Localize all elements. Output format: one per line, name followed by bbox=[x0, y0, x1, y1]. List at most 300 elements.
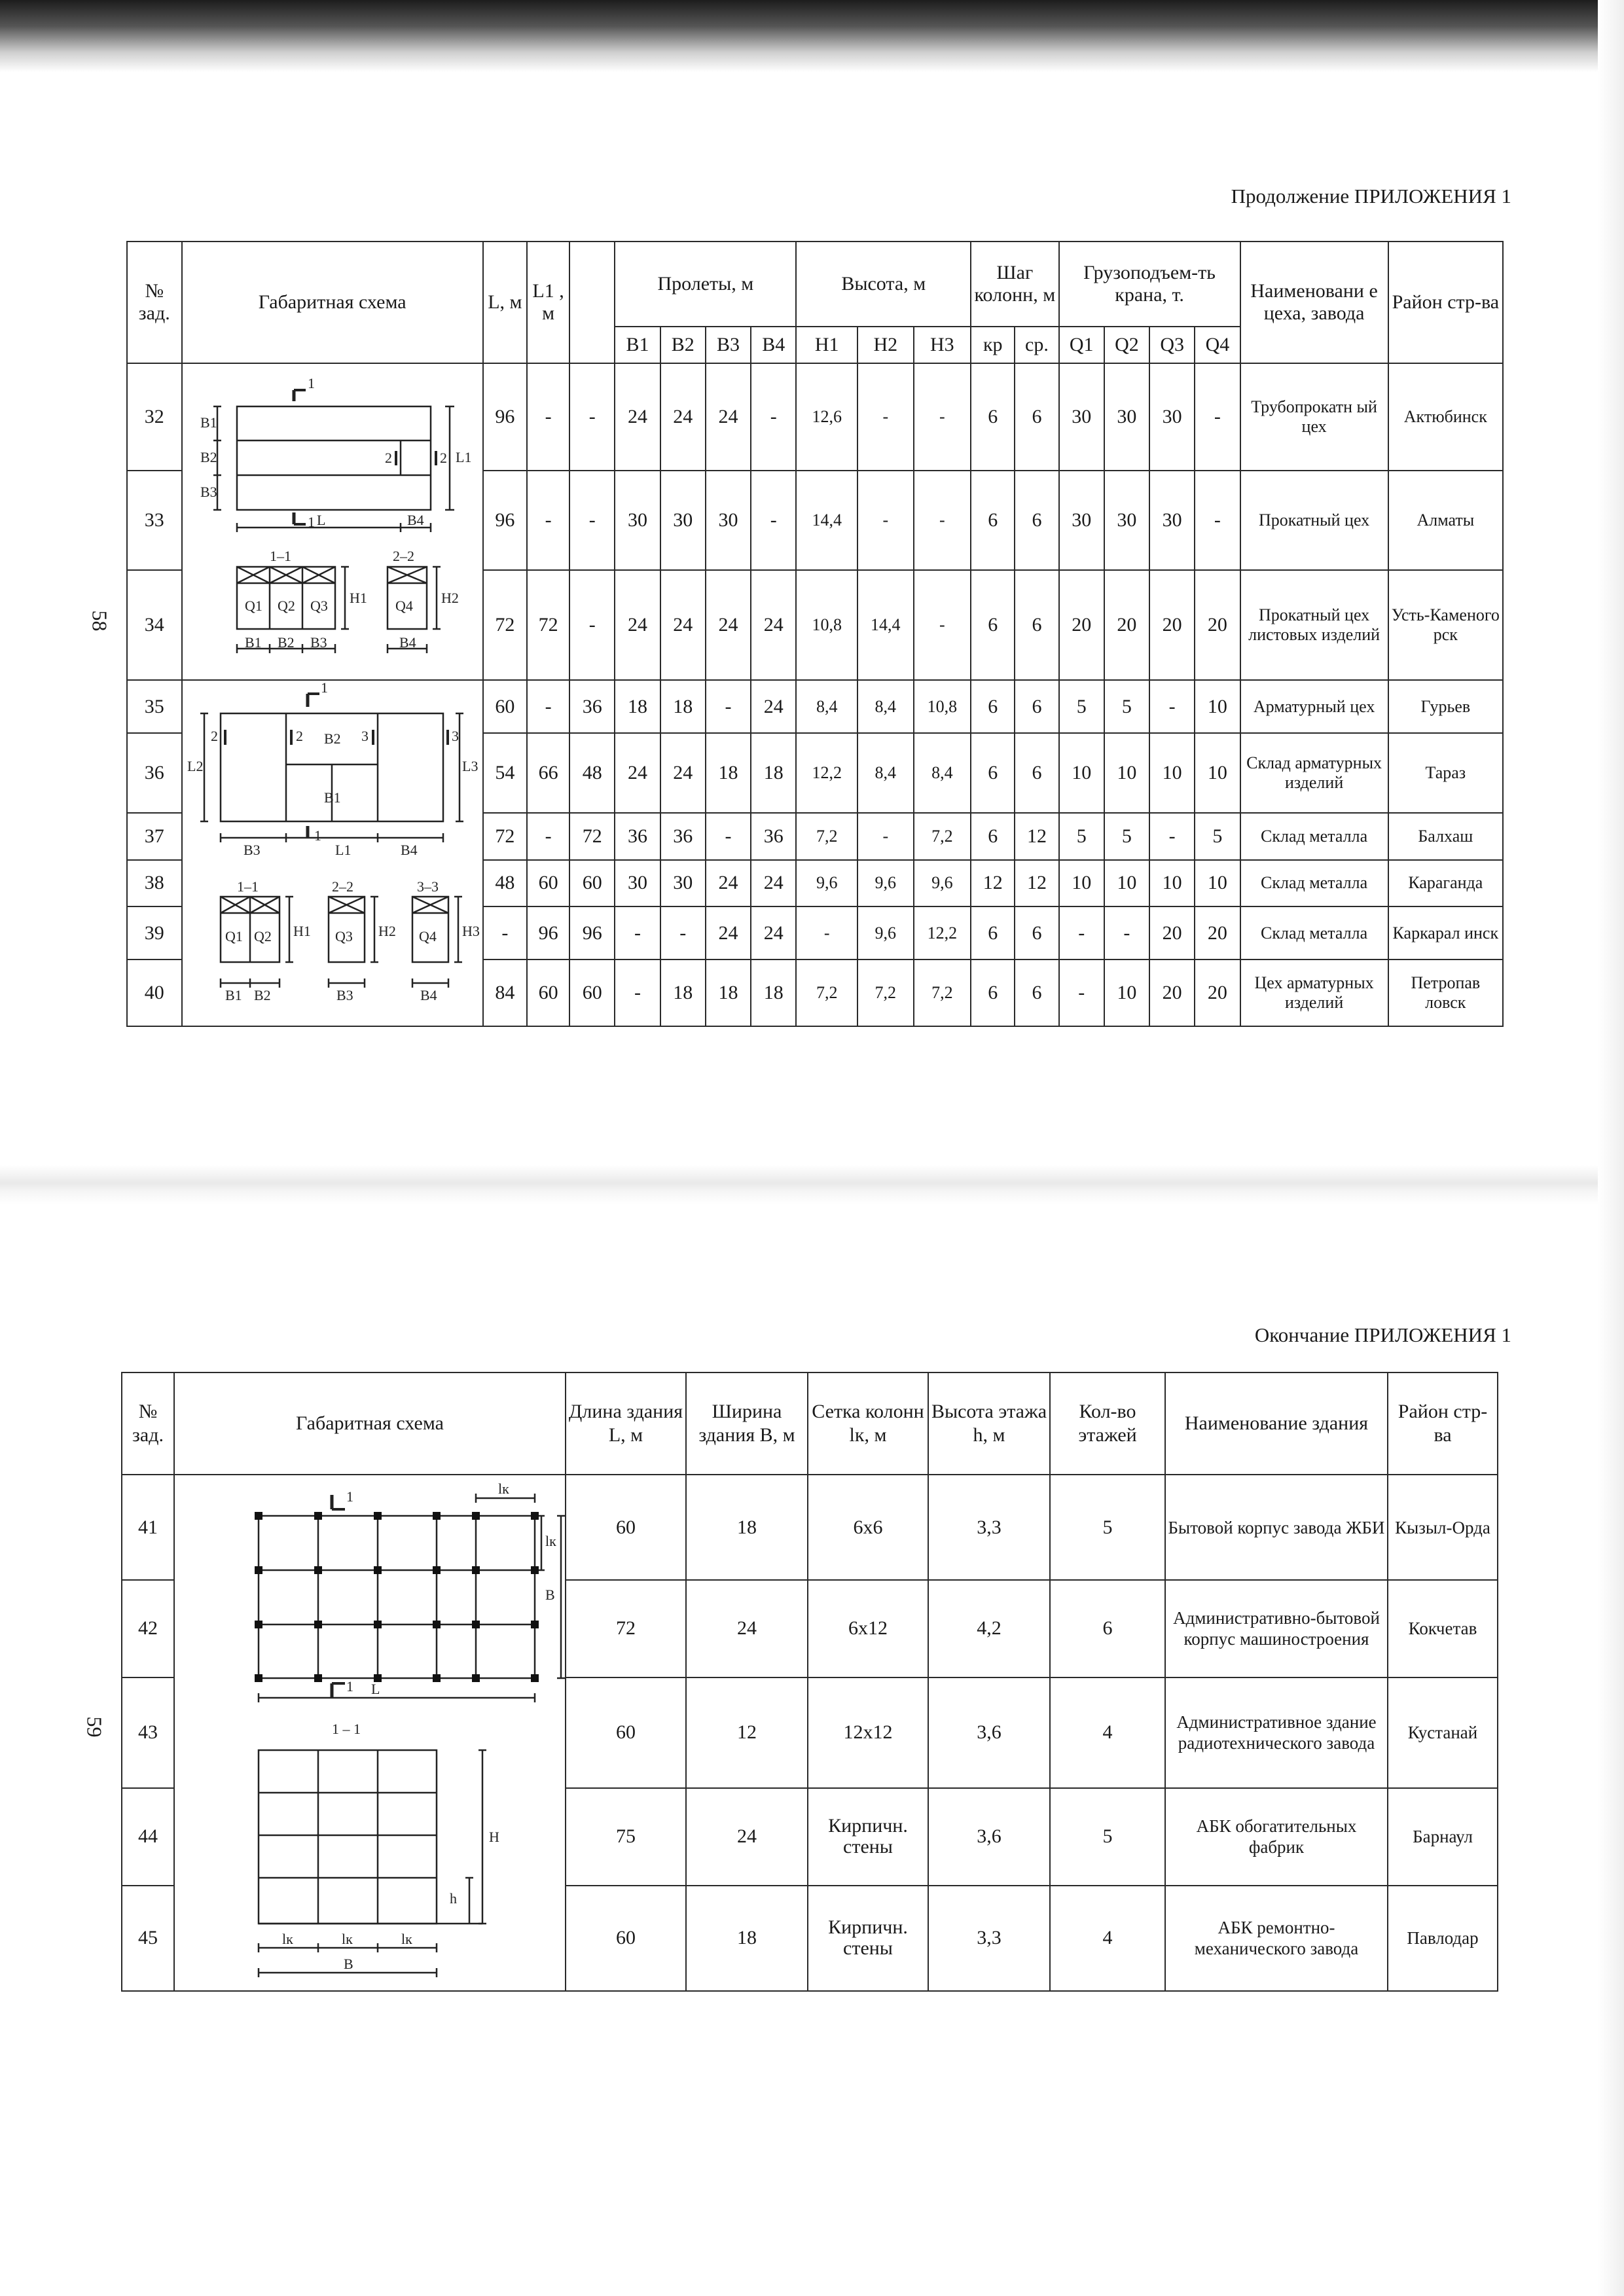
dim-label: B1 bbox=[244, 634, 262, 651]
cell-h1: 12,2 bbox=[796, 733, 857, 813]
cell-b3: 24 bbox=[706, 363, 751, 471]
height-label: H2 bbox=[378, 923, 396, 939]
cell-region: Барнаул bbox=[1388, 1788, 1498, 1886]
cell-q4: 10 bbox=[1195, 680, 1240, 733]
cell-q2: 30 bbox=[1104, 471, 1149, 570]
cell-b1: 24 bbox=[615, 733, 660, 813]
cell-q3: - bbox=[1149, 680, 1195, 733]
scan-shadow-right bbox=[1598, 0, 1624, 2296]
dim-label: L bbox=[316, 511, 326, 528]
dim-label: B1 bbox=[225, 987, 242, 1003]
col-header-q4: Q4 bbox=[1195, 327, 1240, 363]
cell-name: Цех арматурных изделий bbox=[1240, 960, 1388, 1026]
dim-label: B bbox=[545, 1587, 555, 1603]
cell-name: Прокатный цех листовых изделий bbox=[1240, 570, 1388, 680]
cell-q2: 5 bbox=[1104, 680, 1149, 733]
dim-label: B4 bbox=[406, 511, 424, 528]
cell-num: 42 bbox=[122, 1580, 174, 1677]
cell-grid: Кирпичн. стены bbox=[808, 1886, 928, 1991]
cell-h3: 7,2 bbox=[914, 813, 971, 859]
cell-q1: 10 bbox=[1059, 860, 1104, 906]
cell-kr: 6 bbox=[971, 906, 1015, 960]
schema-b-drawing bbox=[185, 681, 480, 1021]
cell-num: 39 bbox=[127, 906, 182, 960]
page-bottom-caption: Окончание ПРИЛОЖЕНИЯ 1 bbox=[1254, 1323, 1511, 1346]
table-row bbox=[127, 680, 1503, 733]
cell-L: - bbox=[483, 906, 527, 960]
cell-name: Прокатный цех bbox=[1240, 471, 1388, 570]
cell-b2: 18 bbox=[660, 960, 706, 1026]
cell-name: Трубопрокатн ый цех bbox=[1240, 363, 1388, 471]
cell-q1: 10 bbox=[1059, 733, 1104, 813]
cell-num: 43 bbox=[122, 1677, 174, 1788]
cell-L1: - bbox=[527, 363, 569, 471]
cell-b3: 24 bbox=[706, 570, 751, 680]
cell-h2: - bbox=[857, 363, 914, 471]
cell-floor-height: 3,6 bbox=[928, 1677, 1050, 1788]
cell-h3: 12,2 bbox=[914, 906, 971, 960]
cell-c3: 96 bbox=[569, 906, 615, 960]
cell-sr: 6 bbox=[1015, 570, 1058, 680]
cell-L: 54 bbox=[483, 733, 527, 813]
col-header-region: Район стр-ва bbox=[1388, 1372, 1498, 1475]
cell-b3: 30 bbox=[706, 471, 751, 570]
cut-label: 1 bbox=[314, 827, 321, 844]
cell-b4: - bbox=[751, 363, 796, 471]
cell-floors: 4 bbox=[1050, 1886, 1165, 1991]
col-header-crane: Грузоподъем-ть крана, т. bbox=[1059, 242, 1240, 327]
col-header-L: L, м bbox=[483, 242, 527, 363]
cell-length: 72 bbox=[566, 1580, 686, 1677]
cell-b2: 30 bbox=[660, 860, 706, 906]
cell-b2: 24 bbox=[660, 733, 706, 813]
cell-num: 41 bbox=[122, 1475, 174, 1580]
cell-q2: 5 bbox=[1104, 813, 1149, 859]
col-header-blank bbox=[569, 242, 615, 363]
page-top-number: 58 bbox=[88, 610, 112, 632]
col-header-num: № зад. bbox=[127, 242, 182, 363]
section-label: 1 – 1 bbox=[332, 1721, 361, 1737]
cell-q3: 20 bbox=[1149, 960, 1195, 1026]
cell-c3: - bbox=[569, 363, 615, 471]
cell-b3: 18 bbox=[706, 733, 751, 813]
cut-label: 2 bbox=[210, 728, 218, 744]
cell-name: Склад металла bbox=[1240, 860, 1388, 906]
cell-q4: 20 bbox=[1195, 570, 1240, 680]
col-header-floors: Кол-во этажей bbox=[1050, 1372, 1165, 1475]
cell-h3: 10,8 bbox=[914, 680, 971, 733]
cell-floor-height: 3,3 bbox=[928, 1886, 1050, 1991]
cell-region: Актюбинск bbox=[1388, 363, 1503, 471]
cell-grid: 6х12 bbox=[808, 1580, 928, 1677]
cell-q1: - bbox=[1059, 960, 1104, 1026]
cell-L: 60 bbox=[483, 680, 527, 733]
cell-num: 32 bbox=[127, 363, 182, 471]
cell-q2: - bbox=[1104, 906, 1149, 960]
cell-L: 96 bbox=[483, 471, 527, 570]
cell-grid: 6х6 bbox=[808, 1475, 928, 1580]
cell-region: Тараз bbox=[1388, 733, 1503, 813]
cell-name: Склад металла bbox=[1240, 813, 1388, 859]
col-header-heights: Высота, м bbox=[796, 242, 971, 327]
cell-h3: 7,2 bbox=[914, 960, 971, 1026]
cell-h2: - bbox=[857, 471, 914, 570]
cell-q3: 10 bbox=[1149, 733, 1195, 813]
cell-L1: 96 bbox=[527, 906, 569, 960]
cell-width: 18 bbox=[686, 1886, 808, 1991]
dim-label: L1 bbox=[334, 842, 352, 858]
col-header-name: Наименование здания bbox=[1165, 1372, 1388, 1475]
cell-q4: 20 bbox=[1195, 906, 1240, 960]
cell-h1: 9,6 bbox=[796, 860, 857, 906]
cell-h2: 9,6 bbox=[857, 906, 914, 960]
cell-q3: 30 bbox=[1149, 363, 1195, 471]
cell-floor-height: 3,6 bbox=[928, 1788, 1050, 1886]
cell-sr: 12 bbox=[1015, 813, 1058, 859]
cell-h1: 7,2 bbox=[796, 960, 857, 1026]
cell-floors: 6 bbox=[1050, 1580, 1165, 1677]
dim-label: lк bbox=[545, 1533, 556, 1549]
cell-name: Административно-бытовой корпус машиностроения bbox=[1165, 1580, 1388, 1677]
cell-region: Кокчетав bbox=[1388, 1580, 1498, 1677]
col-header-b4: B4 bbox=[751, 327, 796, 363]
cell-name: АБК обогатительных фабрик bbox=[1165, 1788, 1388, 1886]
height-label: H1 bbox=[349, 589, 367, 606]
col-header-width: Ширина здания В, м bbox=[686, 1372, 808, 1475]
cell-q1: 5 bbox=[1059, 680, 1104, 733]
cell-h1: 10,8 bbox=[796, 570, 857, 680]
dim-label: B3 bbox=[336, 987, 353, 1003]
dim-label: lк bbox=[498, 1480, 509, 1497]
cell-q4: 10 bbox=[1195, 860, 1240, 906]
cell-num: 35 bbox=[127, 680, 182, 733]
dim-label: B3 bbox=[200, 483, 217, 500]
cell-grid: 12х12 bbox=[808, 1677, 928, 1788]
cell-b4: - bbox=[751, 471, 796, 570]
cell-q2: 30 bbox=[1104, 363, 1149, 471]
cell-b2: - bbox=[660, 906, 706, 960]
cell-region: Балхаш bbox=[1388, 813, 1503, 859]
cell-b4: 24 bbox=[751, 570, 796, 680]
page-bottom-number: 59 bbox=[82, 1716, 107, 1738]
cell-name: Склад арматурных изделий bbox=[1240, 733, 1388, 813]
cell-q1: 30 bbox=[1059, 363, 1104, 471]
col-header-b2: B2 bbox=[660, 327, 706, 363]
cell-num: 40 bbox=[127, 960, 182, 1026]
schema-b-cell bbox=[182, 680, 483, 1026]
cut-label: 3 bbox=[451, 728, 459, 744]
cell-b4: 24 bbox=[751, 680, 796, 733]
cell-b1: 18 bbox=[615, 680, 660, 733]
load-label: Q3 bbox=[310, 597, 328, 614]
dim-label: L2 bbox=[187, 758, 204, 774]
cell-L: 48 bbox=[483, 860, 527, 906]
cell-region: Гурьев bbox=[1388, 680, 1503, 733]
cell-q4: - bbox=[1195, 471, 1240, 570]
col-header-sr: ср. bbox=[1015, 327, 1058, 363]
cell-c3: 36 bbox=[569, 680, 615, 733]
col-header-spans: Пролеты, м bbox=[615, 242, 796, 327]
cell-b3: 18 bbox=[706, 960, 751, 1026]
cell-region: Каркарал инск bbox=[1388, 906, 1503, 960]
height-label: H bbox=[489, 1829, 499, 1845]
cell-kr: 12 bbox=[971, 860, 1015, 906]
cell-region: Кызыл-Орда bbox=[1388, 1475, 1498, 1580]
cell-c3: 48 bbox=[569, 733, 615, 813]
cell-b4: 24 bbox=[751, 906, 796, 960]
cell-region: Караганда bbox=[1388, 860, 1503, 906]
cell-num: 44 bbox=[122, 1788, 174, 1886]
cell-L1: - bbox=[527, 680, 569, 733]
cell-width: 24 bbox=[686, 1580, 808, 1677]
load-label: Q3 bbox=[334, 928, 353, 944]
cell-h2: - bbox=[857, 813, 914, 859]
cell-name: Склад металла bbox=[1240, 906, 1388, 960]
schema-a-cell bbox=[182, 363, 483, 680]
cell-h3: - bbox=[914, 471, 971, 570]
cell-q4: - bbox=[1195, 363, 1240, 471]
col-header-q2: Q2 bbox=[1104, 327, 1149, 363]
top-table bbox=[126, 241, 1504, 1027]
height-label: H3 bbox=[461, 923, 480, 939]
load-label: Q2 bbox=[277, 597, 295, 614]
cell-kr: 6 bbox=[971, 471, 1015, 570]
cell-kr: 6 bbox=[971, 733, 1015, 813]
cell-q2: 10 bbox=[1104, 960, 1149, 1026]
cell-num: 37 bbox=[127, 813, 182, 859]
cell-h3: - bbox=[914, 363, 971, 471]
cell-b2: 30 bbox=[660, 471, 706, 570]
cell-b3: 24 bbox=[706, 906, 751, 960]
load-label: Q2 bbox=[253, 928, 272, 944]
load-label: Q1 bbox=[244, 597, 262, 614]
cell-width: 12 bbox=[686, 1677, 808, 1788]
bottom-table bbox=[121, 1372, 1498, 1992]
dim-label: lк bbox=[342, 1931, 353, 1947]
dim-label: B1 bbox=[200, 414, 217, 431]
cell-L1: - bbox=[527, 813, 569, 859]
dim-label: B3 bbox=[310, 634, 327, 651]
col-header-region: Район стр-ва bbox=[1388, 242, 1503, 363]
cell-b2: 36 bbox=[660, 813, 706, 859]
cut-label: 2 bbox=[295, 728, 303, 744]
cell-kr: 6 bbox=[971, 960, 1015, 1026]
cell-q3: 10 bbox=[1149, 860, 1195, 906]
cell-name: Бытовой корпус завода ЖБИ bbox=[1165, 1475, 1388, 1580]
col-header-schema: Габаритная схема bbox=[174, 1372, 566, 1475]
col-header-grid: Сетка колонн lк, м bbox=[808, 1372, 928, 1475]
load-label: Q4 bbox=[418, 928, 437, 944]
cell-L1: 60 bbox=[527, 860, 569, 906]
dim-label: B2 bbox=[323, 730, 341, 747]
col-header-L1: L1 , м bbox=[527, 242, 569, 363]
cell-sr: 6 bbox=[1015, 733, 1058, 813]
cell-b3: - bbox=[706, 680, 751, 733]
cell-b1: 24 bbox=[615, 570, 660, 680]
cell-h2: 8,4 bbox=[857, 680, 914, 733]
cell-b4: 18 bbox=[751, 960, 796, 1026]
cell-num: 34 bbox=[127, 570, 182, 680]
cell-L: 84 bbox=[483, 960, 527, 1026]
cell-b4: 36 bbox=[751, 813, 796, 859]
cell-q2: 20 bbox=[1104, 570, 1149, 680]
cell-q3: - bbox=[1149, 813, 1195, 859]
cell-b1: 24 bbox=[615, 363, 660, 471]
height-label: H1 bbox=[293, 923, 311, 939]
cell-b1: 30 bbox=[615, 860, 660, 906]
cell-h2: 14,4 bbox=[857, 570, 914, 680]
cut-label: 3 bbox=[361, 728, 369, 744]
cell-floor-height: 4,2 bbox=[928, 1580, 1050, 1677]
cell-c3: 72 bbox=[569, 813, 615, 859]
col-header-b3: B3 bbox=[706, 327, 751, 363]
cell-sr: 12 bbox=[1015, 860, 1058, 906]
cell-b1: 30 bbox=[615, 471, 660, 570]
cell-L: 96 bbox=[483, 363, 527, 471]
cell-sr: 6 bbox=[1015, 960, 1058, 1026]
cell-q4: 10 bbox=[1195, 733, 1240, 813]
cell-L: 72 bbox=[483, 813, 527, 859]
dim-label: lк bbox=[401, 1931, 412, 1947]
cell-b1: - bbox=[615, 906, 660, 960]
cell-b1: - bbox=[615, 960, 660, 1026]
cell-q4: 20 bbox=[1195, 960, 1240, 1026]
cell-c3: 60 bbox=[569, 860, 615, 906]
cell-h3: 8,4 bbox=[914, 733, 971, 813]
col-header-kr: кр bbox=[971, 327, 1015, 363]
cell-floors: 4 bbox=[1050, 1677, 1165, 1788]
cell-h2: 7,2 bbox=[857, 960, 914, 1026]
height-label: h bbox=[450, 1890, 457, 1907]
section-label: 2–2 bbox=[331, 878, 353, 895]
load-label: Q4 bbox=[395, 597, 413, 614]
cell-c3: - bbox=[569, 570, 615, 680]
dim-label: L1 bbox=[455, 448, 472, 465]
cell-kr: 6 bbox=[971, 363, 1015, 471]
cell-length: 60 bbox=[566, 1677, 686, 1788]
col-header-h1: H1 bbox=[796, 327, 857, 363]
cell-length: 75 bbox=[566, 1788, 686, 1886]
cut-label: 1 bbox=[307, 513, 315, 530]
table-row bbox=[122, 1475, 1498, 1580]
schema-a-drawing bbox=[185, 367, 480, 672]
cell-width: 18 bbox=[686, 1475, 808, 1580]
cell-b3: - bbox=[706, 813, 751, 859]
dim-label: B3 bbox=[243, 842, 261, 858]
cell-region: Усть-Каменого рск bbox=[1388, 570, 1503, 680]
cell-floor-height: 3,3 bbox=[928, 1475, 1050, 1580]
col-header-length: Длина здания L, м bbox=[566, 1372, 686, 1475]
cell-sr: 6 bbox=[1015, 363, 1058, 471]
cell-q1: 20 bbox=[1059, 570, 1104, 680]
cell-width: 24 bbox=[686, 1788, 808, 1886]
dim-label: L3 bbox=[461, 758, 478, 774]
cell-h2: 9,6 bbox=[857, 860, 914, 906]
cell-b1: 36 bbox=[615, 813, 660, 859]
cell-sr: 6 bbox=[1015, 906, 1058, 960]
cell-b2: 18 bbox=[660, 680, 706, 733]
col-header-floor-height: Высота этажа h, м bbox=[928, 1372, 1050, 1475]
cell-name: Арматурный цех bbox=[1240, 680, 1388, 733]
cell-region: Алматы bbox=[1388, 471, 1503, 570]
cell-L: 72 bbox=[483, 570, 527, 680]
cell-name: АБК ремонтно-механического завода bbox=[1165, 1886, 1388, 1991]
cell-length: 60 bbox=[566, 1886, 686, 1991]
cell-h1: 14,4 bbox=[796, 471, 857, 570]
col-header-schema: Габаритная схема bbox=[182, 242, 483, 363]
cell-b4: 18 bbox=[751, 733, 796, 813]
scan-shadow-top bbox=[0, 0, 1624, 72]
cell-region: Кустанай bbox=[1388, 1677, 1498, 1788]
cell-q1: 5 bbox=[1059, 813, 1104, 859]
cut-label: 1 bbox=[346, 1678, 353, 1695]
cell-kr: 6 bbox=[971, 570, 1015, 680]
cell-region: Петропав ловск bbox=[1388, 960, 1503, 1026]
dim-label: B bbox=[344, 1956, 353, 1972]
cell-h1: 12,6 bbox=[796, 363, 857, 471]
cell-name: Административное здание радиотехнического завода bbox=[1165, 1677, 1388, 1788]
dim-label: B2 bbox=[277, 634, 295, 651]
cell-q2: 10 bbox=[1104, 733, 1149, 813]
cell-q1: 30 bbox=[1059, 471, 1104, 570]
cut-label: 2 bbox=[439, 449, 447, 466]
col-header-h3: H3 bbox=[914, 327, 971, 363]
cell-kr: 6 bbox=[971, 680, 1015, 733]
cell-L1: 72 bbox=[527, 570, 569, 680]
cell-b4: 24 bbox=[751, 860, 796, 906]
dim-label: B1 bbox=[323, 789, 341, 806]
height-label: H2 bbox=[441, 589, 459, 606]
cell-q2: 10 bbox=[1104, 860, 1149, 906]
cell-q3: 20 bbox=[1149, 570, 1195, 680]
load-label: Q1 bbox=[225, 928, 243, 944]
page-fold bbox=[0, 1165, 1624, 1204]
cell-q1: - bbox=[1059, 906, 1104, 960]
col-header-step: Шаг колонн, м bbox=[971, 242, 1058, 327]
section-label: 1–1 bbox=[269, 547, 291, 564]
cell-b2: 24 bbox=[660, 570, 706, 680]
cell-num: 45 bbox=[122, 1886, 174, 1991]
cut-label: 1 bbox=[307, 374, 315, 391]
cell-h1: 7,2 bbox=[796, 813, 857, 859]
dim-label: B4 bbox=[399, 634, 416, 651]
col-header-q3: Q3 bbox=[1149, 327, 1195, 363]
cell-h1: - bbox=[796, 906, 857, 960]
cell-sr: 6 bbox=[1015, 680, 1058, 733]
col-header-b1: B1 bbox=[615, 327, 660, 363]
cell-b2: 24 bbox=[660, 363, 706, 471]
cell-h3: 9,6 bbox=[914, 860, 971, 906]
dim-label: lк bbox=[282, 1931, 293, 1947]
cell-region: Павлодар bbox=[1388, 1886, 1498, 1991]
cell-L1: - bbox=[527, 471, 569, 570]
section-label: 2–2 bbox=[392, 547, 414, 564]
cell-L1: 66 bbox=[527, 733, 569, 813]
schema-c-drawing bbox=[175, 1475, 566, 1986]
cell-c3: 60 bbox=[569, 960, 615, 1026]
cell-length: 60 bbox=[566, 1475, 686, 1580]
col-header-name: Наименовани е цеха, завода bbox=[1240, 242, 1388, 363]
section-label: 1–1 bbox=[236, 878, 259, 895]
cell-floors: 5 bbox=[1050, 1788, 1165, 1886]
dim-label: B4 bbox=[400, 842, 418, 858]
cell-c3: - bbox=[569, 471, 615, 570]
col-header-q1: Q1 bbox=[1059, 327, 1104, 363]
col-header-num: № зад. bbox=[122, 1372, 174, 1475]
cell-num: 33 bbox=[127, 471, 182, 570]
cell-h2: 8,4 bbox=[857, 733, 914, 813]
cell-b3: 24 bbox=[706, 860, 751, 906]
